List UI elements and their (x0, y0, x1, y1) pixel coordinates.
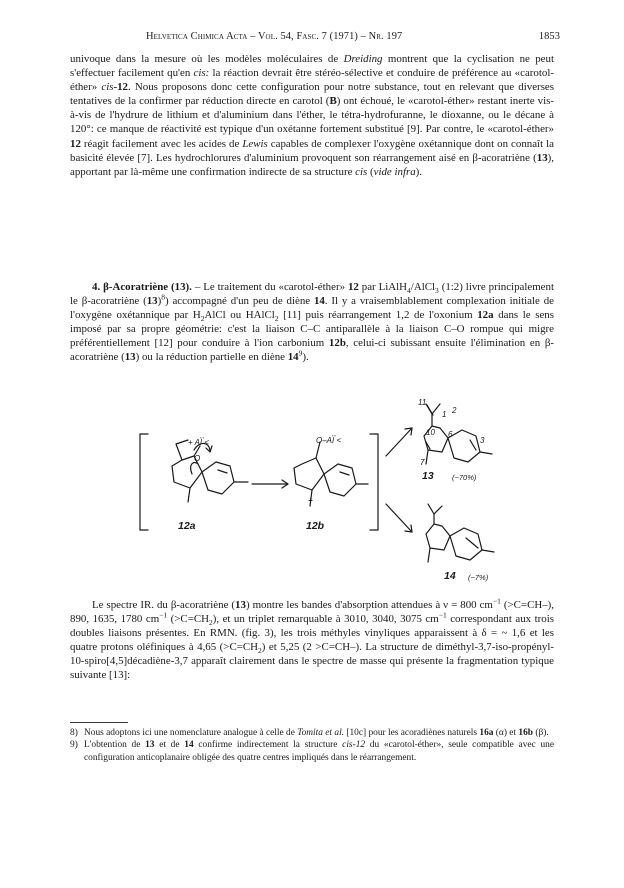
compound-ref: 14 (313, 295, 325, 308)
text: ) ont échoué, le «carotol-éther» restant inerte vis-à-vis de l'hydrure de lithium et d'aluminium dans l'éther, le tétra-hydrofuranne, le dioxanne, ou le décane à 120°: ce manque de réactivité est typique d'un oxétanne fortement substitué [9]. Par contre, le «carotol-éther» (70, 95, 554, 136)
superscript: −1 (159, 610, 168, 620)
al-complex-12b: O–Al⃛ < (316, 436, 342, 445)
text: ), apportant par là-même une confirmation indirecte de sa structure (70, 151, 554, 178)
text: AlCl ou HAlCl (204, 309, 275, 322)
subscript: 2 (274, 314, 279, 324)
reaction-scheme-drawing (130, 392, 550, 592)
text: (>C=CH (167, 613, 209, 626)
text: . Nous proposons donc cette configuration pour notre substance, tout en relevant que diverses tentatives de la confirmer par réduction directe en carotol ( (70, 81, 554, 108)
subscript: 2 (200, 314, 205, 324)
arrow-to-14 (386, 504, 412, 532)
compound-ref: 13 (145, 740, 155, 751)
text: dans le sens imposé par sa propre géométrie: c'est la liaison C–C antiparallèle à la liaison C–O rompue qui migre préférentiellement [12] pour conduire à l'ion carbonium (70, 309, 554, 350)
footnote-mark: 9) (70, 740, 78, 751)
text-lewis: Lewis (242, 137, 268, 150)
left-bracket (140, 434, 148, 530)
oxygen-12a: O (194, 454, 201, 463)
structure-12a (172, 440, 248, 502)
text: et de (154, 740, 185, 751)
text-cis: cis (355, 165, 368, 178)
compound-ref: 12a (477, 309, 494, 322)
text: ), et un triplet remarquable à 3010, 3040, 3075 cm (212, 613, 439, 626)
page-number: 1853 (538, 31, 560, 42)
text-dreiding: Dreiding (343, 53, 383, 65)
text: – Le traitement du «carotol-éther» (191, 281, 348, 293)
footnote-rule (70, 722, 128, 723)
subscript: 4 (407, 286, 411, 296)
atom-10: 10 (426, 428, 435, 437)
text: la réaction devrait être stéréo-sélective et conduire de préférence au «carotol-éther» (70, 67, 554, 94)
text: ). (415, 165, 423, 178)
text: ) ou la réduction partielle en diène (135, 351, 288, 364)
footnotes (70, 727, 554, 764)
right-bracket (370, 434, 378, 530)
journal-title: Helvetica Chimica Acta – Vol. 54, Fasc. 7 (1971) – Nr. 197 (146, 31, 403, 42)
text: . Il y a vraisemblablement complexation initiale de l'oxygène oxétannique par H (70, 295, 554, 322)
text: L'obtention de (84, 740, 146, 751)
compound-ref: 12 (70, 137, 81, 150)
compound-ref: 16a (479, 728, 494, 738)
compound-ref: 14 (184, 740, 194, 751)
subscript: 2 (208, 618, 213, 628)
reaction-scheme (130, 392, 550, 592)
text: confirme indirectement la structure (193, 740, 343, 751)
compound-ref: 12 (347, 281, 359, 293)
carbocation-plus: + (308, 496, 313, 505)
paragraph-1 (70, 52, 554, 179)
footnote-mark: 8 (161, 292, 165, 302)
text-cis: cis (101, 81, 114, 94)
compound-ref: 16b (518, 728, 533, 738)
yield-13: (~70%) (452, 473, 477, 482)
compound-ref: -12 (113, 81, 129, 94)
text: ). (302, 351, 309, 364)
text: Nous adoptons ici une nomenclature analogue à celle de (84, 728, 298, 738)
text-vide-infra: vide infra (373, 165, 416, 178)
footnote-mark: 8) (70, 728, 78, 738)
compound-ref: 13 (124, 351, 136, 364)
text: du «carotol-éther», seule compatible avec une configuration anticoplanaire obligée des quatre centres impliqués dans le réarrangement. (84, 740, 554, 763)
subscript: 3 (435, 286, 439, 296)
structure-12b (294, 442, 368, 506)
text-cis-12: cis-12 (342, 740, 366, 751)
text-cis: cis: (193, 67, 210, 80)
arrow-to-13 (386, 428, 412, 456)
text: univoque dans la mesure où les modèles moléculaires de (70, 53, 344, 65)
text: (1:2) livre principalement le β-acoratriène ( (70, 281, 554, 308)
text: ) montre les bandes d'absorption attendues à ν = 800 cm (245, 599, 493, 611)
text: (α) et (493, 728, 519, 738)
atom-3: 3 (480, 436, 485, 445)
text: ) et 5,25 (2 >C=CH–). La structure de diméthyl-3,7-iso-propényl-10-spiro[4,5]décadiène-3,7 apparaît clairement dans le spectre de masse qui présente la fragmentation typique suivante [13]: (70, 641, 554, 682)
atom-2: 2 (452, 406, 457, 415)
atom-1: 1 (442, 410, 447, 419)
label-14: 14 (444, 570, 456, 582)
structure-14 (426, 504, 494, 562)
text: , celui-ci subissant ensuite l'élimination en β-acoratriène ( (70, 337, 554, 364)
text: réagit facilement avec les acides de (80, 137, 243, 150)
compound-ref: 12b (328, 337, 346, 350)
footnote-9 (70, 739, 554, 764)
text: par LiAlH (358, 281, 408, 293)
text: capables de complexer l'oxygène oxétannique dont on connaît la basicité élevée [7]. Les hydrochlorures d'aluminium provoquent son réarrangement aisé en β-acoratriène ( (70, 137, 554, 164)
compound-ref: 13 (235, 599, 246, 611)
footnote-mark: 9 (298, 348, 303, 358)
paragraph-3 (70, 598, 554, 683)
text-author: Tomita et al. (297, 728, 345, 738)
running-header (60, 31, 560, 47)
subscript: 2 (258, 646, 262, 656)
section-heading: 4. β-Acoratriène (13). (92, 281, 192, 293)
superscript: −1 (438, 610, 447, 620)
label-12b: 12b (306, 520, 325, 532)
atom-7: 7 (420, 458, 425, 467)
footnote-8 (70, 727, 554, 739)
compound-ref: B (329, 95, 337, 108)
text: (>C=CH–), 890, 1635, 1780 cm (70, 599, 554, 626)
text: correspondant aux trois doubles liaisons présentes. En RMN. (fig. 3), les trois méthyles vinyliques apparaissent à δ = ~ 1,6 et les quatre protons oléfiniques à 4,65 (>C=CH (70, 613, 554, 654)
atom-6: 6 (448, 430, 453, 439)
compound-ref: 14 (287, 351, 299, 364)
text: ) accompagné d'un peu de diène (164, 295, 314, 308)
label-13: 13 (422, 470, 434, 482)
superscript: −1 (492, 596, 501, 606)
text: ) (157, 295, 162, 308)
atom-11: 11 (418, 398, 427, 407)
al-complex-12a: + Al⃛ < (188, 438, 210, 447)
text: (β). (533, 728, 549, 738)
text: [10c] pour les acoradiènes naturels (344, 728, 480, 738)
yield-14: (~7%) (468, 573, 489, 582)
paragraph-2 (70, 280, 554, 365)
text: /AlCl (410, 281, 436, 293)
text: Le spectre IR. du β-acoratriène ( (92, 599, 236, 611)
compound-ref: 13 (146, 295, 158, 308)
text: ( (367, 165, 374, 178)
text: [11] puis réarrangement 1,2 de l'oxonium (278, 309, 478, 322)
compound-ref: 13 (536, 151, 548, 164)
label-12a: 12a (178, 520, 196, 532)
text: montrent que la cyclisation ne peut s'effectuer facilement qu'en (70, 53, 554, 80)
